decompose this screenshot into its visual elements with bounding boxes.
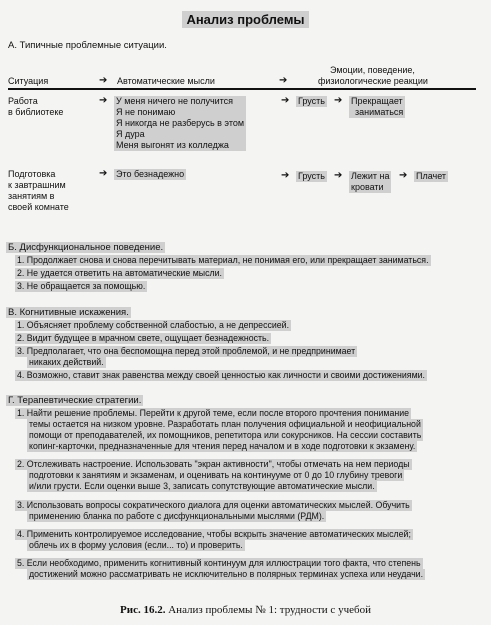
arrow-icon: ➔ <box>279 75 288 86</box>
row2-situation: Подготовка к завтрашним занятиям в своей комнате <box>8 169 69 212</box>
row2-thoughts: Это безнадежно <box>116 169 185 179</box>
section-v-heading: В. Когнитивные искажения. <box>8 307 129 318</box>
section-b-heading: Б. Дисфункциональное поведение. <box>8 242 164 253</box>
row2-extra: Плачет <box>416 171 447 181</box>
section-b-item: 2. Не удается ответить на автоматические мысли. <box>17 268 222 278</box>
section-g-item-cont: подготовки к занятиям и экзаменам, и оценивать на континууме от 0 до 10 глубину тревоги <box>29 470 403 480</box>
section-g-item: 1. Найти решение проблемы. Перейти к другой теме, если после второго прочтения понимание <box>17 408 409 418</box>
section-g-heading: Г. Терапевтические стратегии. <box>8 395 142 406</box>
section-g-item-cont: применению бланка по работе с дисфункциональными мыслями (РДМ). <box>29 511 325 521</box>
row1-behavior: Прекращает заниматься <box>351 96 404 117</box>
arrow-icon: ➔ <box>99 168 108 179</box>
section-a-heading: А. Типичные проблемные ситуации. <box>8 40 167 51</box>
section-b-item: 3. Не обращается за помощью. <box>17 281 146 291</box>
arrow-icon: ➔ <box>99 95 108 106</box>
row1-emotion: Грусть <box>298 96 325 106</box>
section-v-item: 3. Предполагает, что она беспомощна перед этой проблемой, и не предпринимает <box>17 346 356 356</box>
col-emotion-line1: Эмоции, поведение, <box>330 65 415 75</box>
document-title: Анализ проблемы <box>0 12 491 27</box>
section-g-item-cont: и/или грусти. Если оценки выше 3, записать сопутствующие автоматические мысли. <box>29 481 375 491</box>
section-g-item-cont: облечь их в форму условия (если... то) и проверить. <box>29 540 243 550</box>
col-auto-thoughts-header: Автоматические мысли <box>117 76 215 86</box>
section-g-item: 2. Отслеживать настроение. Использовать "экран активности", чтобы отмечать на нем периоды <box>17 459 410 469</box>
arrow-icon: ➔ <box>99 75 108 86</box>
section-b-item: 1. Продолжает снова и снова перечитывать материал, не понимая его, или прекращает заниматься. <box>17 255 429 265</box>
section-v-item-cont: никаких действий. <box>29 357 104 367</box>
section-g-item-cont: достижений можно рассматривать не исключительно в полярных терминах успеха или неудачи. <box>29 569 424 579</box>
arrow-icon: ➔ <box>281 170 290 181</box>
arrow-icon: ➔ <box>334 95 343 106</box>
section-v-item: 1. Объясняет проблему собственной слабостью, а не депрессией. <box>17 320 290 330</box>
section-v-item: 2. Видит будущее в мрачном свете, ощущает безнадежность. <box>17 333 270 343</box>
arrow-icon: ➔ <box>334 170 343 181</box>
row1-thoughts: У меня ничего не получится Я не понимаю Я никогда не разберусь в этом Я дура Меня выгонят из колледжа <box>116 96 245 150</box>
section-g-item-cont: темы остается на низком уровне. Разработать план получения официальной и неофициальной <box>29 419 421 429</box>
section-g-item: 5. Если необходимо, применить когнитивный континуум для иллюстрации того факта, что степень <box>17 558 421 568</box>
col-situation-header: Ситуация <box>8 76 49 86</box>
section-v-item: 4. Возможно, ставит знак равенства между своей ценностью как личности и своими достижениями. <box>17 370 425 380</box>
figure-caption: Рис. 16.2. Анализ проблемы № 1: трудности с учебой <box>120 604 371 616</box>
section-g-item-cont: помощи от преподавателей, их помощников, репетитора или сокурсников. На сессии составить <box>29 430 422 440</box>
section-g-item-cont: копинг-карточки, предназначенные для чтения перед началом и в ходе подготовки к экзамену. <box>29 441 416 451</box>
section-g-item: 3. Использовать вопросы сократического диалога для оценки автоматических мыслей. Обучить <box>17 500 410 510</box>
row1-situation: Работа в библиотеке <box>8 96 64 117</box>
row2-behavior: Лежит на кровати <box>351 171 390 192</box>
section-g-item: 4. Применить контролируемое исследование, чтобы вскрыть значение автоматических мыслей; <box>17 529 411 539</box>
arrow-icon: ➔ <box>399 170 408 181</box>
row2-emotion: Грусть <box>298 171 325 181</box>
table-header-rule <box>8 88 476 90</box>
arrow-icon: ➔ <box>281 95 290 106</box>
col-emotion-line2: физиологические реакции <box>318 76 428 86</box>
